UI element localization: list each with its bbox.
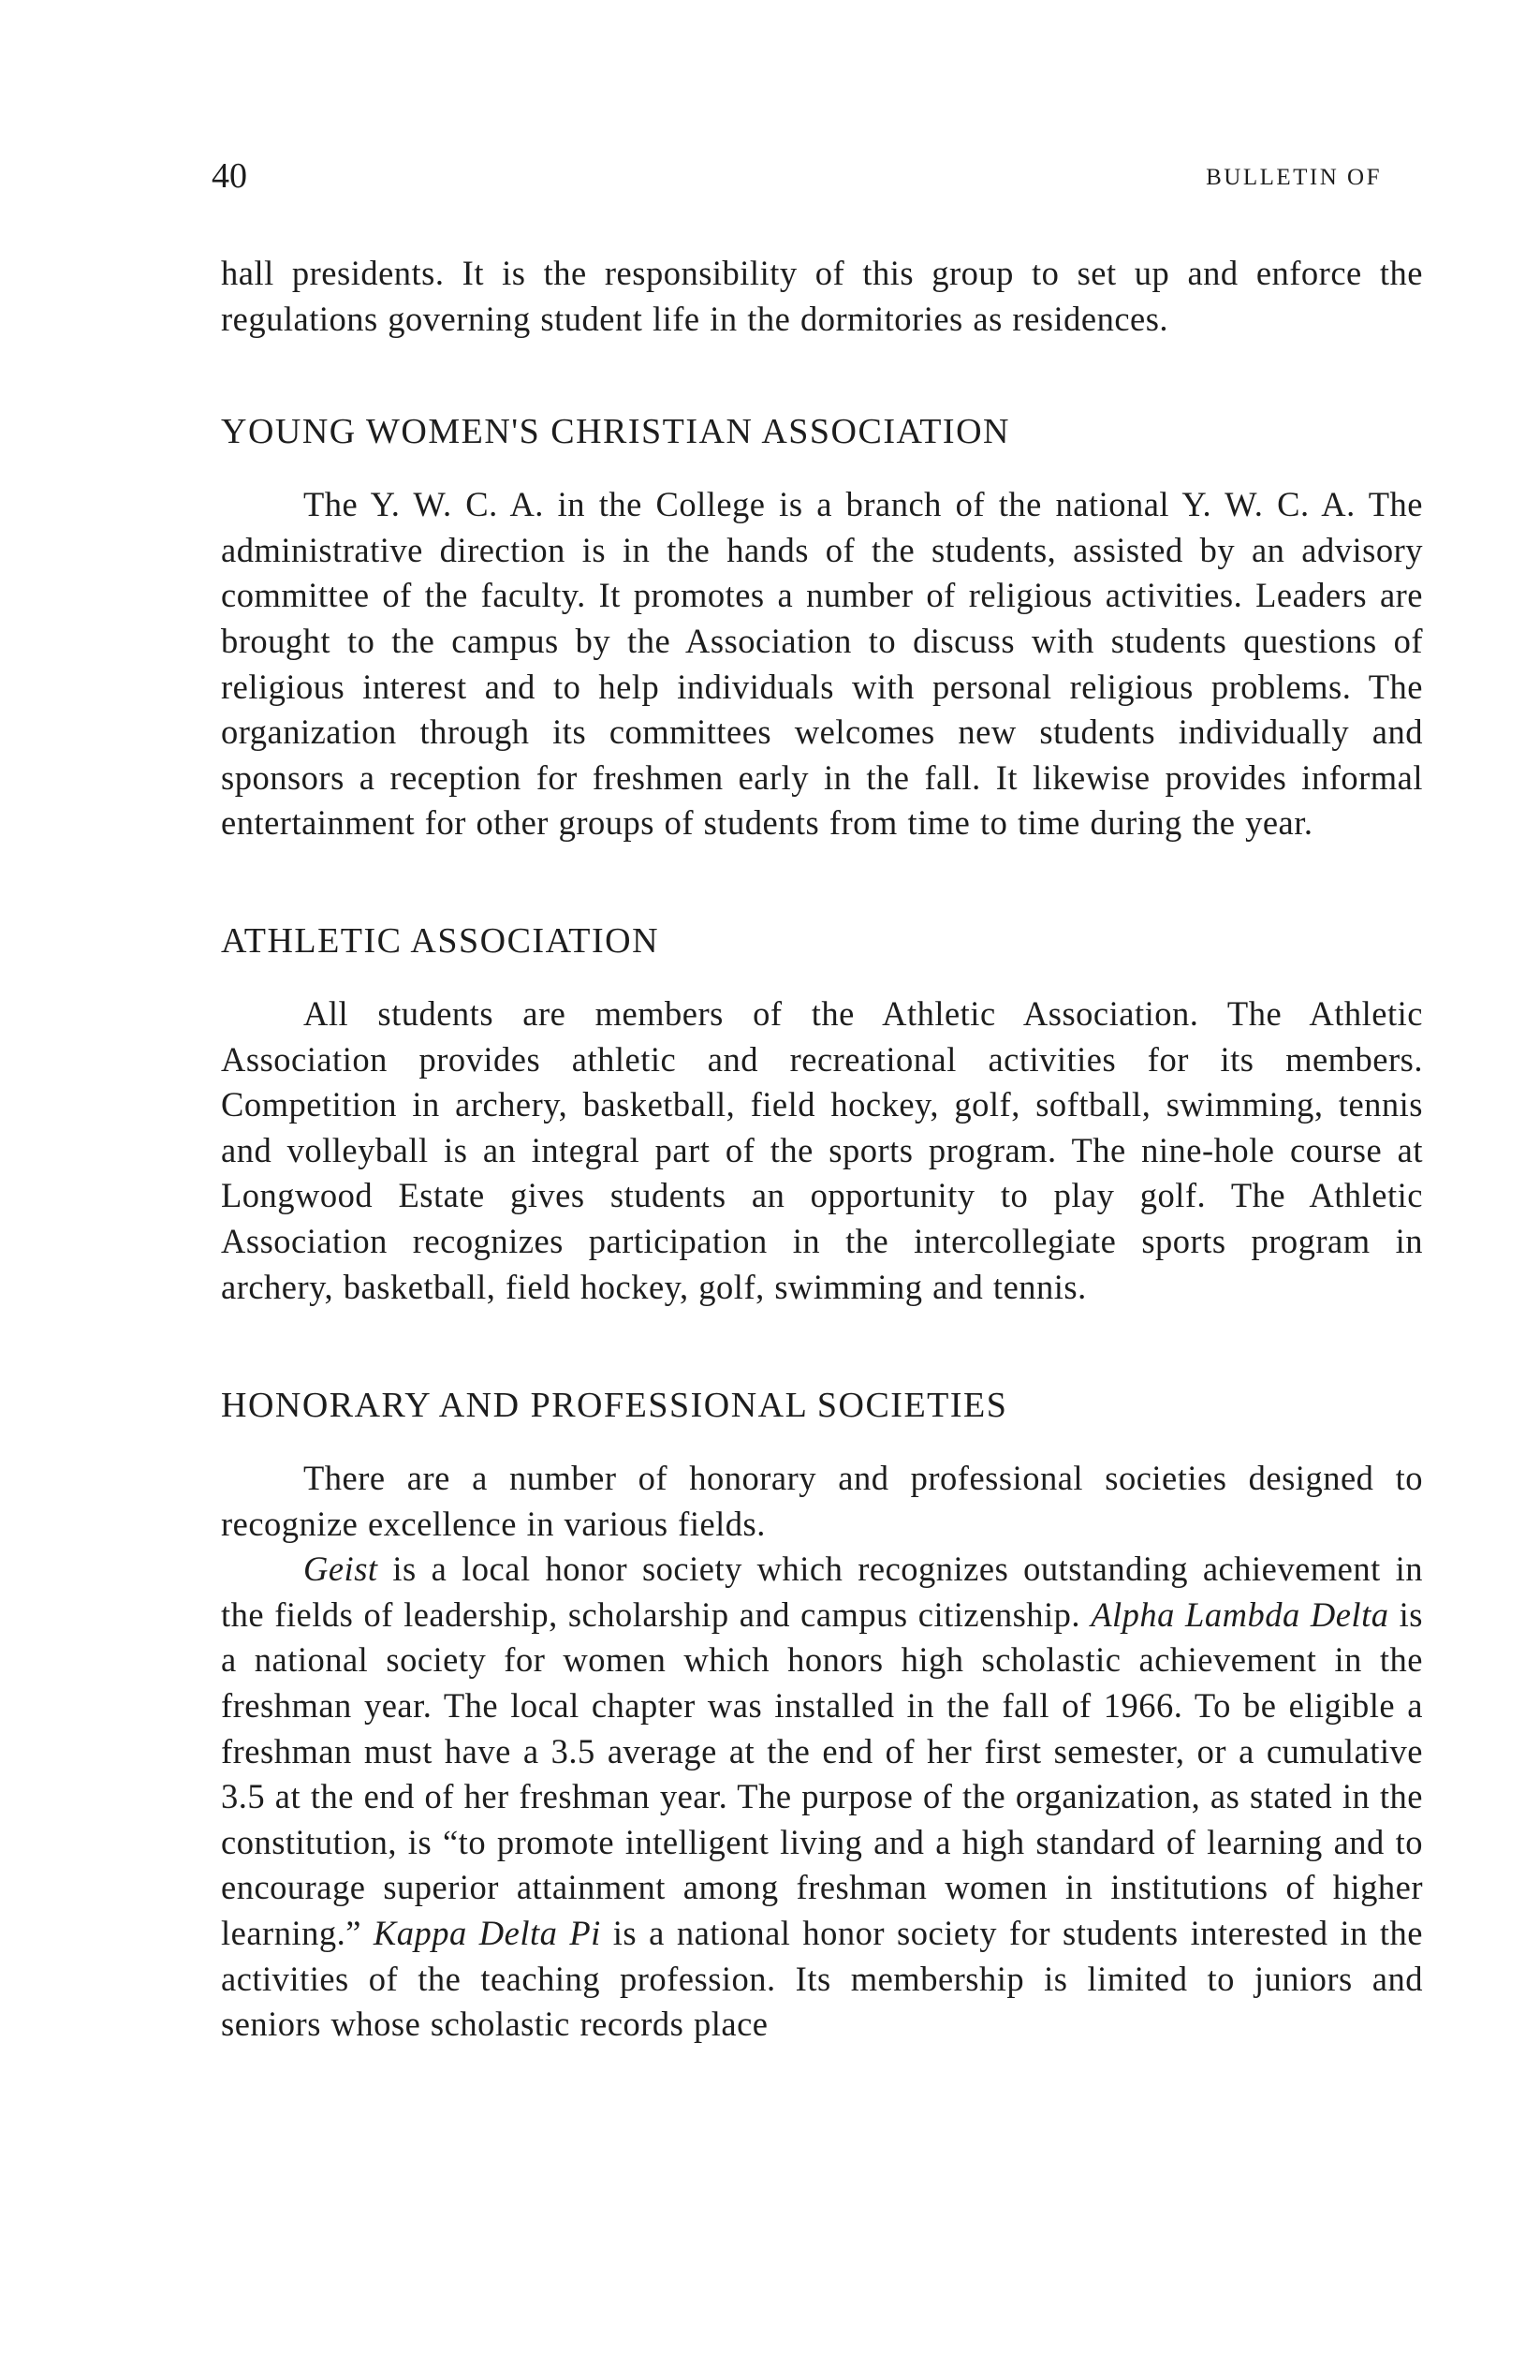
section-honorary <box>221 1383 1423 2048</box>
society-name: Geist <box>303 1550 378 1589</box>
society-name: Alpha Lambda Delta <box>1091 1594 1389 1634</box>
page-header <box>212 154 1382 198</box>
section-heading: YOUNG WOMEN'S CHRISTIAN ASSOCIATION <box>221 412 1010 452</box>
section-ywca <box>221 409 1423 846</box>
section-athletic <box>221 918 1423 1310</box>
page-number: 40 <box>212 156 247 196</box>
page-body <box>221 251 1423 2048</box>
societies-paragraph <box>221 1547 1423 2048</box>
society-description: is a national society for women which honors high scholastic achievement in the freshman year. The local chapter was installed in the fall of 1966. To be eligible a freshman must have a 3.5 average at the end of her first semester, or a cumulative 3.5 at the end of her freshman year. The purpose of the organization, as stated in the constitution, is “to promote intelligent living and a high standard of learning and to encourage superior attainment among freshman women in institutions of higher learning.” <box>221 1594 1423 1953</box>
running-head: BULLETIN OF <box>1206 165 1382 190</box>
section-paragraph: All students are members of the Athletic Association. The Athletic Association provides athletic and recreational activities for its members. Competition in archery, basketball, field hockey, golf, softball, swimming, tennis and volleyball is an integral part of the sports program. The nine-hole course at Longwood Estate gives students an opportunity to play golf. The Athletic Association recognizes participation in the intercollegiate sports program in archery, basketball, field hockey, golf, swimming and tennis. <box>221 993 1423 1306</box>
society-description: is a national honor society for students interested in the activities of the teaching profession. Its membership is limited to juniors and seniors whose scholastic records place <box>221 1914 1423 2044</box>
section-paragraph: The Y. W. C. A. in the College is a branch of the national Y. W. C. A. The administrative direction is in the hands of the students, assisted by an advisory committee of the faculty. It promotes a number of religious activities. Leaders are brought to the campus by the Association to discuss with students questions of religious interest and to help individuals with personal religious problems. The organization through its committees welcomes new students individually and sponsors a reception for freshmen early in the fall. It likewise provides informal entertainment for other groups of students from time to time during the year. <box>221 485 1423 843</box>
section-heading: ATHLETIC ASSOCIATION <box>221 920 660 961</box>
section-paragraph: There are a number of honorary and professional societies designed to recognize excellence in various fields. <box>221 1459 1423 1543</box>
intro-paragraph: hall presidents. It is the responsibility of this group to set up and enforce the regulations governing student life in the dormitories as residences. <box>221 254 1423 338</box>
section-heading: HONORARY AND PROFESSIONAL SOCIETIES <box>221 1386 1008 1426</box>
society-name: Kappa Delta Pi <box>373 1914 601 1953</box>
society-description: is a local honor society which recognizes outstanding achievement in the fields of leadership, scholarship and campus citizenship. <box>221 1550 1423 1634</box>
